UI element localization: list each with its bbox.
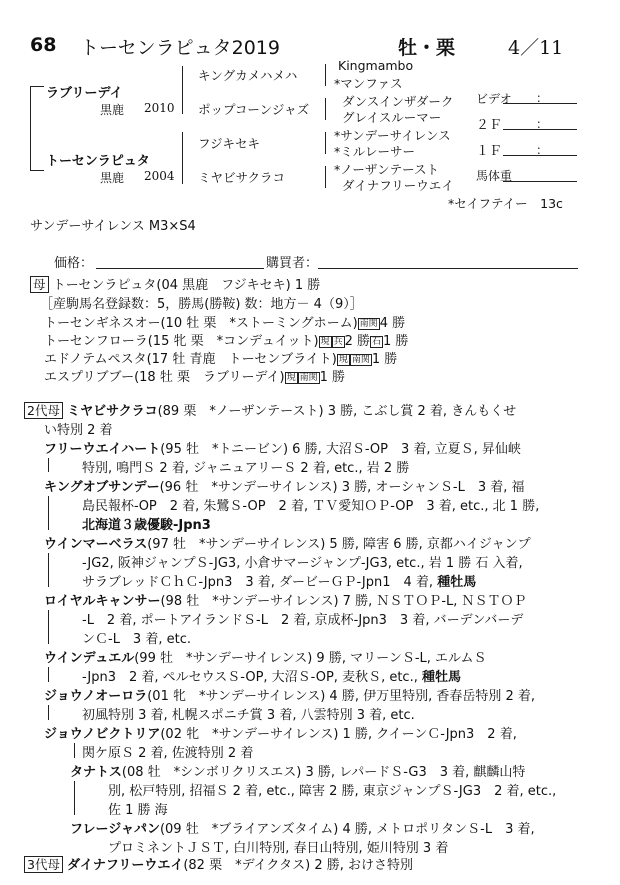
list-item: [70, 763, 525, 782]
horse-text: (99 牡 *サンデーサイレンス) 9 勝, マリーンＳ-L, エルムＳ: [134, 651, 487, 666]
horse-bold: ダイナフリーウエイ: [67, 858, 184, 873]
track-mark: 石: [371, 337, 381, 347]
g3-1: Kingmambo: [338, 58, 414, 73]
1f-colon: ：: [536, 143, 549, 157]
dam-tag: 母: [30, 276, 49, 293]
horse-text: (97 牡 *サンデーサイレンス) 5 勝, 障害 6 勝, 京都ハイジャンプ: [147, 537, 531, 552]
sire-year: 2010: [144, 101, 175, 115]
list-item: [44, 535, 531, 554]
weight-label: 馬体重: [476, 169, 513, 183]
guide-line: [48, 667, 49, 682]
guide-line: [74, 781, 75, 815]
sire-color: 黒鹿: [100, 103, 125, 117]
buyer-input[interactable]: [318, 268, 578, 269]
track-mark: 南関: [299, 373, 318, 383]
sire-name: ラブリーデイ: [46, 86, 123, 101]
bracket-line: [325, 64, 326, 86]
horse-bold: ロイヤルキャンサー: [44, 594, 161, 609]
list-item: [44, 725, 517, 744]
dam-year: 2004: [144, 169, 175, 183]
bracket-line: [182, 132, 183, 184]
2f-label: ２Ｆ: [476, 118, 503, 133]
foal-wins: 1 勝: [319, 370, 346, 385]
dam-color: 黒鹿: [100, 171, 125, 185]
third-dam-tag: 3代母: [24, 856, 63, 873]
guide-line: [48, 610, 49, 644]
second-dam-tag: 2代母: [24, 402, 63, 419]
continuation-text: [82, 668, 461, 687]
stallion-label: 種牡馬: [437, 575, 477, 590]
catalog-number: 68: [30, 34, 57, 56]
track-mark: 南関: [359, 319, 378, 329]
continuation-text: プロミネントＪＳＴ, 白川特別, 春日山特別, 姫川特別 3 着: [108, 841, 449, 856]
horse-bold: ミヤビサクラコ: [67, 404, 158, 419]
list-item: [44, 440, 521, 459]
dam-name: トーセンラピュタ: [46, 154, 150, 169]
dam-dam: ミヤビサクラコ: [198, 170, 286, 185]
track-mark: 現: [320, 337, 330, 347]
horse-text: (95 牡 *トニービン) 6 勝, 大沼Ｓ-OP 3 着, 立夏Ｓ, 昇仙峡: [160, 442, 521, 457]
dam-sire: フジキセキ: [198, 136, 261, 151]
list-item: [44, 649, 487, 668]
horse-text: -Jpn3 2 着, ペルセウスＳ-OP, 大沼Ｓ-OP, 麦秋Ｓ, etc.,: [82, 670, 422, 685]
horse-text: (82 栗 *デイクタス) 2 勝, おけさ特別: [183, 858, 414, 873]
foal-wins: 2 勝: [344, 334, 370, 349]
horse-text: サラブレッドＣｈＣ-Jpn3 3 着, ダービーＧＰ-Jpn1 4 着,: [82, 575, 438, 590]
horse-bold: タナトス: [70, 765, 122, 780]
list-item: [44, 687, 535, 706]
track-mark: 南関: [351, 355, 370, 365]
bracket-line: [30, 86, 31, 170]
horse-bold: 北海道３歳優駿-Jpn3: [82, 518, 211, 533]
bracket-line: [30, 170, 44, 171]
g3-6: *ミルレーサー: [334, 144, 415, 159]
g3-3: ダンスインザダーク: [342, 94, 454, 109]
horse-bold: フリーウエイハート: [44, 442, 161, 457]
third-dam-section: [24, 856, 413, 875]
list-item: [44, 368, 345, 387]
continuation-text: ンＣ-L 3 着, etc.: [82, 632, 191, 647]
horse-text: (89 栗 *ノーザンテースト) 3 勝, こぶし賞 2 着, きんもくせ: [157, 404, 517, 419]
track-mark: 現: [286, 373, 296, 383]
horse-bold: ジョウノオーロラ: [44, 689, 148, 704]
1f-label: １Ｆ: [476, 144, 503, 159]
horse-text: (08 牡 *シンボリクリスエス) 3 勝, レパードＳ-G3 3 着, 麒麟山特: [121, 765, 526, 780]
continuation-text: 初風特別 3 着, 札幌スポニチ賞 3 着, 八雲特別 3 着, etc.: [82, 708, 415, 723]
list-item: [44, 332, 408, 351]
video-colon: ：: [536, 91, 549, 105]
horse-text: (09 牡 *ブライアンズタイム) 4 勝, メトロポリタンＳ-L 3 着,: [159, 822, 535, 837]
dam-line: トーセンラピュタ(04 黒鹿 フジキセキ) 1 勝: [52, 278, 321, 293]
horse-bold: ジョウノビクトリア: [44, 727, 161, 742]
tail-female: *セイフテイー 13c: [448, 196, 563, 211]
buyer-label: 購買者：: [266, 256, 319, 271]
horse-bold: キングオブサンデー: [44, 480, 160, 495]
list-item: [24, 402, 516, 421]
g3-5: *サンデーサイレンス: [334, 128, 451, 143]
foal-wins: 4 勝: [379, 316, 406, 331]
g3-4: グレイスルーマー: [342, 110, 442, 125]
foal-text: トーセンギネスオー(10 牡 栗 *ストーミングホーム): [44, 316, 358, 331]
continuation-text: -JG2, 阪神ジャンプＳ-JG3, 小倉サマージャンプ-JG3, etc., 岩 1 勝 石 入着,: [82, 556, 523, 571]
guide-line: [48, 496, 49, 530]
horse-bold: フレージャパン: [70, 822, 160, 837]
g3-2: *マンファス: [334, 76, 403, 91]
price-label: 価格：: [54, 256, 94, 271]
bracket-line: [325, 98, 326, 120]
list-item: [44, 314, 405, 333]
guide-line: [74, 743, 75, 758]
video-label: ビデオ: [476, 92, 512, 106]
g3-8: ダイナフリーウエイ: [342, 178, 454, 193]
continuation-text: い特別 2 着: [44, 423, 113, 438]
foal-wins: 1 勝: [371, 352, 398, 367]
foal-text: エスプリブブー(18 牡 栗 ラブリーデイ): [44, 370, 285, 385]
g3-7: *ノーザンテースト: [334, 162, 440, 177]
foal-wins: 1 勝: [383, 334, 409, 349]
stallion-label: 種牡馬: [421, 670, 461, 685]
track-mark: 現: [338, 355, 348, 365]
sire-dam: ポップコーンジャズ: [198, 102, 310, 117]
dam-summary: ［産駒馬名登録数：5，勝馬(勝鞍) 数：地方－ 4（9）］: [40, 297, 363, 312]
2f-colon: ：: [536, 117, 549, 131]
continuation-text: 島民報杯-OP 2 着, 朱鷺Ｓ-OP 2 着, ＴＶ愛知ＯＰ-OP 3 着, etc., 北 1 勝,: [82, 499, 540, 514]
list-item: [44, 592, 527, 611]
horse-text: (01 牝 *サンデーサイレンス) 4 勝, 伊万里特別, 香春岳特別 2 着,: [147, 689, 536, 704]
horse-name: トーセンラピュタ2019: [80, 37, 280, 59]
bracket-line: [325, 132, 326, 154]
continuation-text: 特別, 鳴門Ｓ 2 着, ジャニュアリーＳ 2 着, etc., 岩 2 勝: [82, 461, 410, 476]
bracket-line: [182, 66, 183, 114]
bracket-line: [325, 166, 326, 188]
continuation-text: 関ケ原Ｓ 2 着, 佐渡特別 2 着: [82, 746, 254, 761]
bracket-line: [30, 86, 44, 87]
list-item: [70, 820, 535, 839]
guide-line: [48, 705, 49, 720]
price-input[interactable]: [96, 268, 264, 269]
foal-text: エドノテムペスタ(17 牡 青鹿 トーセンブライト): [44, 352, 337, 367]
sire-sire: キングカメハメハ: [198, 68, 298, 83]
weight-input[interactable]: [503, 181, 577, 182]
guide-line: [48, 458, 49, 472]
sex-color: 牡・栗: [398, 37, 456, 59]
track-mark: 兵: [333, 337, 343, 347]
guide-line: [48, 553, 49, 587]
continuation-text: -L 2 着, ポートアイランドＳ-L 2 着, 京成杯-Jpn3 3 着, バーデンバーデ: [82, 613, 524, 628]
continuation-text: 佐 1 勝 海: [108, 803, 168, 818]
horse-text: (98 牡 *サンデーサイレンス) 7 勝, ＮＳＴＯＰ-L, ＮＳＴＯＰ: [160, 594, 527, 609]
horse-text: (02 牝 *サンデーサイレンス) 1 勝, クイーンＣ-Jpn3 2 着,: [160, 727, 517, 742]
list-item: [44, 350, 397, 369]
inbreeding-note: サンデーサイレンス M3×S4: [30, 219, 196, 234]
horse-bold: ウインデュエル: [44, 651, 135, 666]
horse-bold: ウインマーベラス: [44, 537, 148, 552]
foal-text: トーセンフローラ(15 牝 栗 *コンデュイット): [44, 334, 319, 349]
continuation-text: [82, 573, 476, 592]
horse-text: (96 牡 *サンデーサイレンス) 3 勝, オーシャンＳ-L 3 着, 福: [159, 480, 525, 495]
continuation-text: 別, 松戸特別, 招福Ｓ 2 着, etc., 障害 2 勝, 東京ジャンプＳ-JG3 2 着, etc.,: [108, 784, 557, 799]
foaling-date: 4／11: [508, 37, 564, 59]
list-item: [44, 478, 525, 497]
